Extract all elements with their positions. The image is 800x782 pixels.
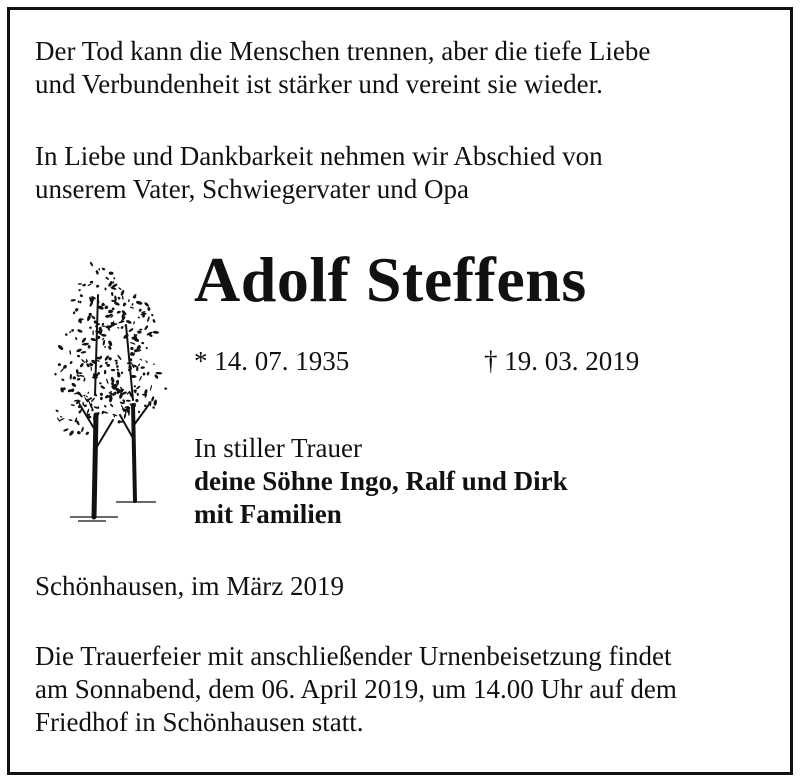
mourners-intro: In stiller Trauer (194, 433, 362, 463)
mourners-families: mit Familien (194, 499, 342, 529)
mourners-names: deine Söhne Ingo, Ralf und Dirk (194, 466, 568, 496)
death-date: † 19. 03. 2019 (484, 346, 640, 376)
quote-line-2: und Verbundenheit ist stärker und vereint sie wieder. (35, 69, 603, 99)
service-line-2: am Sonnabend, dem 06. April 2019, um 14.00 Uhr auf dem (35, 674, 677, 704)
intro-line-2: unserem Vater, Schwiegervater und Opa (35, 174, 470, 204)
birth-date: * 14. 07. 1935 (194, 346, 350, 376)
tree-icon (38, 255, 174, 525)
intro-line-1: In Liebe und Dankbarkeit nehmen wir Abschied von (35, 141, 603, 171)
service-line-1: Die Trauerfeier mit anschließender Urnenbeisetzung findet (35, 641, 672, 671)
place-date: Schönhausen, im März 2019 (35, 571, 344, 601)
deceased-name: Adolf Steffens (194, 244, 587, 315)
quote-line-1: Der Tod kann die Menschen trennen, aber die tiefe Liebe (35, 36, 651, 66)
service-line-3: Friedhof in Schönhausen statt. (35, 707, 364, 737)
